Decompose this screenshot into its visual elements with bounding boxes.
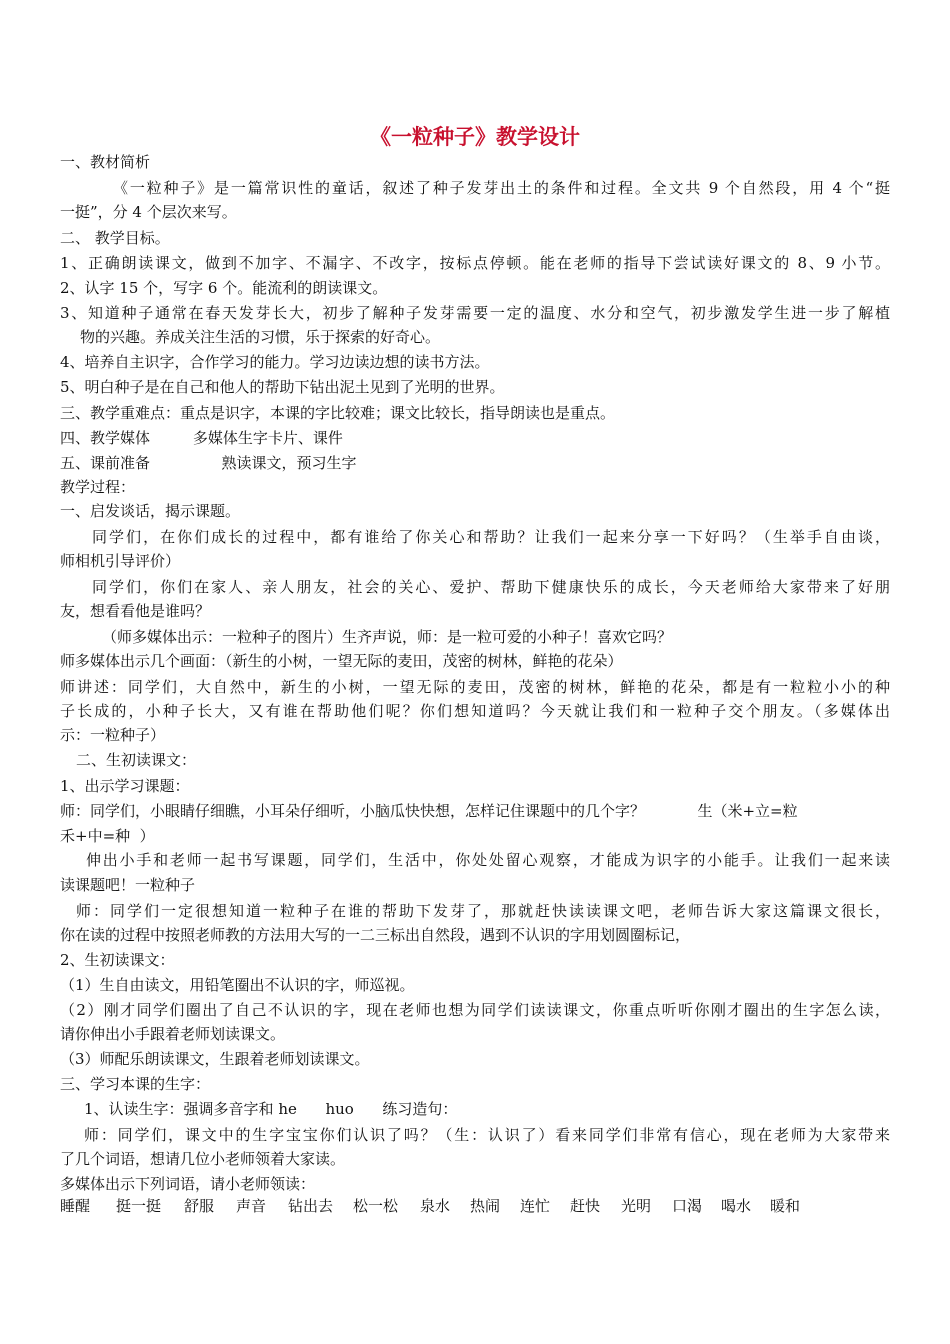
subsection-heading: 2、生初读课文： (60, 951, 175, 969)
document-title: 《一粒种子》教学设计 (370, 124, 580, 149)
section-heading: 教学过程： (60, 478, 136, 496)
paragraph-line: 你在读的过程中按照老师教的方法用大写的一二三标出自然段，遇到不认识的字用划圆圈标记， (60, 926, 691, 944)
paragraph-line: 子长成的，小种子长大，又有谁在帮助他们呢？你们想知道吗？今天就让我们和一粒种子交个朋友。（多媒体出 (60, 702, 890, 720)
list-item-continued: 物的兴趣。养成关注生活的习惯，乐于探索的好奇心。 (80, 328, 441, 346)
paragraph-line: 示：一粒种子） (60, 726, 166, 744)
section-heading: 五、课前准备 熟读课文，预习生字 (60, 454, 357, 472)
vocab-word: 睡醒 (60, 1197, 91, 1215)
paragraph-line: 禾+中=种 ） (60, 827, 155, 845)
section-heading: 三、教学重难点：重点是识字，本课的字比较难；课文比较长，指导朗读也是重点。 (60, 404, 616, 422)
section-heading: 二、 教学目标。 (60, 229, 170, 247)
section-heading: 一、教材简析 (60, 153, 151, 171)
vocab-word: 热闹 (470, 1197, 501, 1215)
list-item: 3、知道种子通常在春天发芽长大，初步了解种子发芽需要一定的温度、水分和空气，初步激发学生进一步了解植 (60, 304, 890, 322)
paragraph-line: 友，想看看他是谁吗？ (60, 602, 211, 620)
section-heading: 二、生初读课文： (76, 751, 197, 769)
list-item: （1）生自由读文，用铅笔圈出不认识的字，师巡视。 (60, 976, 415, 994)
section-heading: 四、教学媒体 多媒体生字卡片、课件 (60, 429, 343, 447)
paragraph-line: 师：同学们，课文中的生字宝宝你们认识了吗？（生：认识了）看来同学们非常有信心，现在老师为大家带来 (84, 1126, 890, 1144)
paragraph-line: 同学们，在你们成长的过程中，都有谁给了你关心和帮助？让我们一起来分享一下好吗？（生举手自由谈， (92, 528, 890, 546)
list-item: 2、认字 15 个，写字 6 个。能流利的朗读课文。 (60, 279, 388, 297)
list-item-continued: 请你伸出小手跟着老师划读课文。 (60, 1025, 286, 1043)
list-item: 1、正确朗读课文，做到不加字、不漏字、不改字，按标点停顿。能在老师的指导下尝试读好课文的 8、9 小节。 (60, 254, 890, 272)
subsection-heading: 1、认读生字：强调多音字和 he huo 练习造句： (84, 1100, 458, 1118)
vocab-word: 光明 (621, 1197, 652, 1215)
section-heading: 一、启发谈话，揭示课题。 (60, 502, 241, 520)
vocab-word: 连忙 (520, 1197, 551, 1215)
paragraph-line: 《一粒种子》是一篇常识性的童话，叙述了种子发芽出土的条件和过程。全文共 9 个自然段，用 4 个“挺 (113, 179, 890, 197)
vocab-word: 喝水 (721, 1197, 752, 1215)
subsection-heading: 1、出示学习课题： (60, 777, 190, 795)
paragraph-line: 伸出小手和老师一起书写课题，同学们，生活中，你处处留心观察，才能成为识字的小能手。让我们一起来读 (86, 851, 890, 869)
paragraph-line: 师：同学们，小眼睛仔细瞧，小耳朵仔细听，小脑瓜快快想，怎样记住课题中的几个字？ 生（米+立=粒 (60, 802, 798, 820)
paragraph-line: 师讲述：同学们，大自然中，新生的小树，一望无际的麦田，茂密的树林，鲜艳的花朵，都是有一粒粒小小的种 (60, 678, 890, 696)
paragraph-line: 读课题吧！一粒种子 (60, 876, 196, 894)
vocab-word: 挺一挺 (116, 1197, 162, 1215)
paragraph-line: （师多媒体出示：一粒种子的图片）生齐声说，师：是一粒可爱的小种子！喜欢它吗？ (102, 628, 673, 646)
list-item: （2）刚才同学们圈出了自己不认识的字，现在老师也想为同学们读读课文，你重点听听你刚才圈出的生字怎么读， (60, 1001, 890, 1019)
paragraph-line: 一挺”，分 4 个层次来写。 (60, 203, 237, 221)
section-heading: 三、学习本课的生字： (60, 1075, 211, 1093)
paragraph-line: 师多媒体出示几个画面：（新生的小树，一望无际的麦田，茂密的树林，鲜艳的花朵） (60, 652, 623, 670)
list-item: （3）师配乐朗读课文，生跟着老师划读课文。 (60, 1050, 370, 1068)
vocab-word: 泉水 (420, 1197, 451, 1215)
paragraph-line: 了几个词语，想请几位小老师领着大家读。 (60, 1150, 346, 1168)
vocab-word: 声音 (236, 1197, 267, 1215)
paragraph-line: 同学们，你们在家人、亲人朋友，社会的关心、爱护、帮助下健康快乐的成长，今天老师给大家带来了好朋 (92, 578, 890, 596)
paragraph-line: 师：同学们一定很想知道一粒种子在谁的帮助下发芽了，那就赶快读读课文吧，老师告诉大家这篇课文很长， (76, 902, 890, 920)
vocab-word: 暖和 (770, 1197, 801, 1215)
paragraph-line: 多媒体出示下列词语，请小老师领读： (60, 1175, 316, 1193)
paragraph-line: 师相机引导评价） (60, 552, 181, 570)
vocab-word: 钻出去 (288, 1197, 334, 1215)
list-item: 5、明白种子是在自己和他人的帮助下钻出泥土见到了光明的世界。 (60, 378, 505, 396)
vocab-word: 赶快 (570, 1197, 601, 1215)
vocab-word: 口渴 (672, 1197, 703, 1215)
list-item: 4、培养自主识字，合作学习的能力。学习边读边想的读书方法。 (60, 353, 490, 371)
vocab-word: 松一松 (353, 1197, 399, 1215)
vocab-word: 舒服 (184, 1197, 215, 1215)
